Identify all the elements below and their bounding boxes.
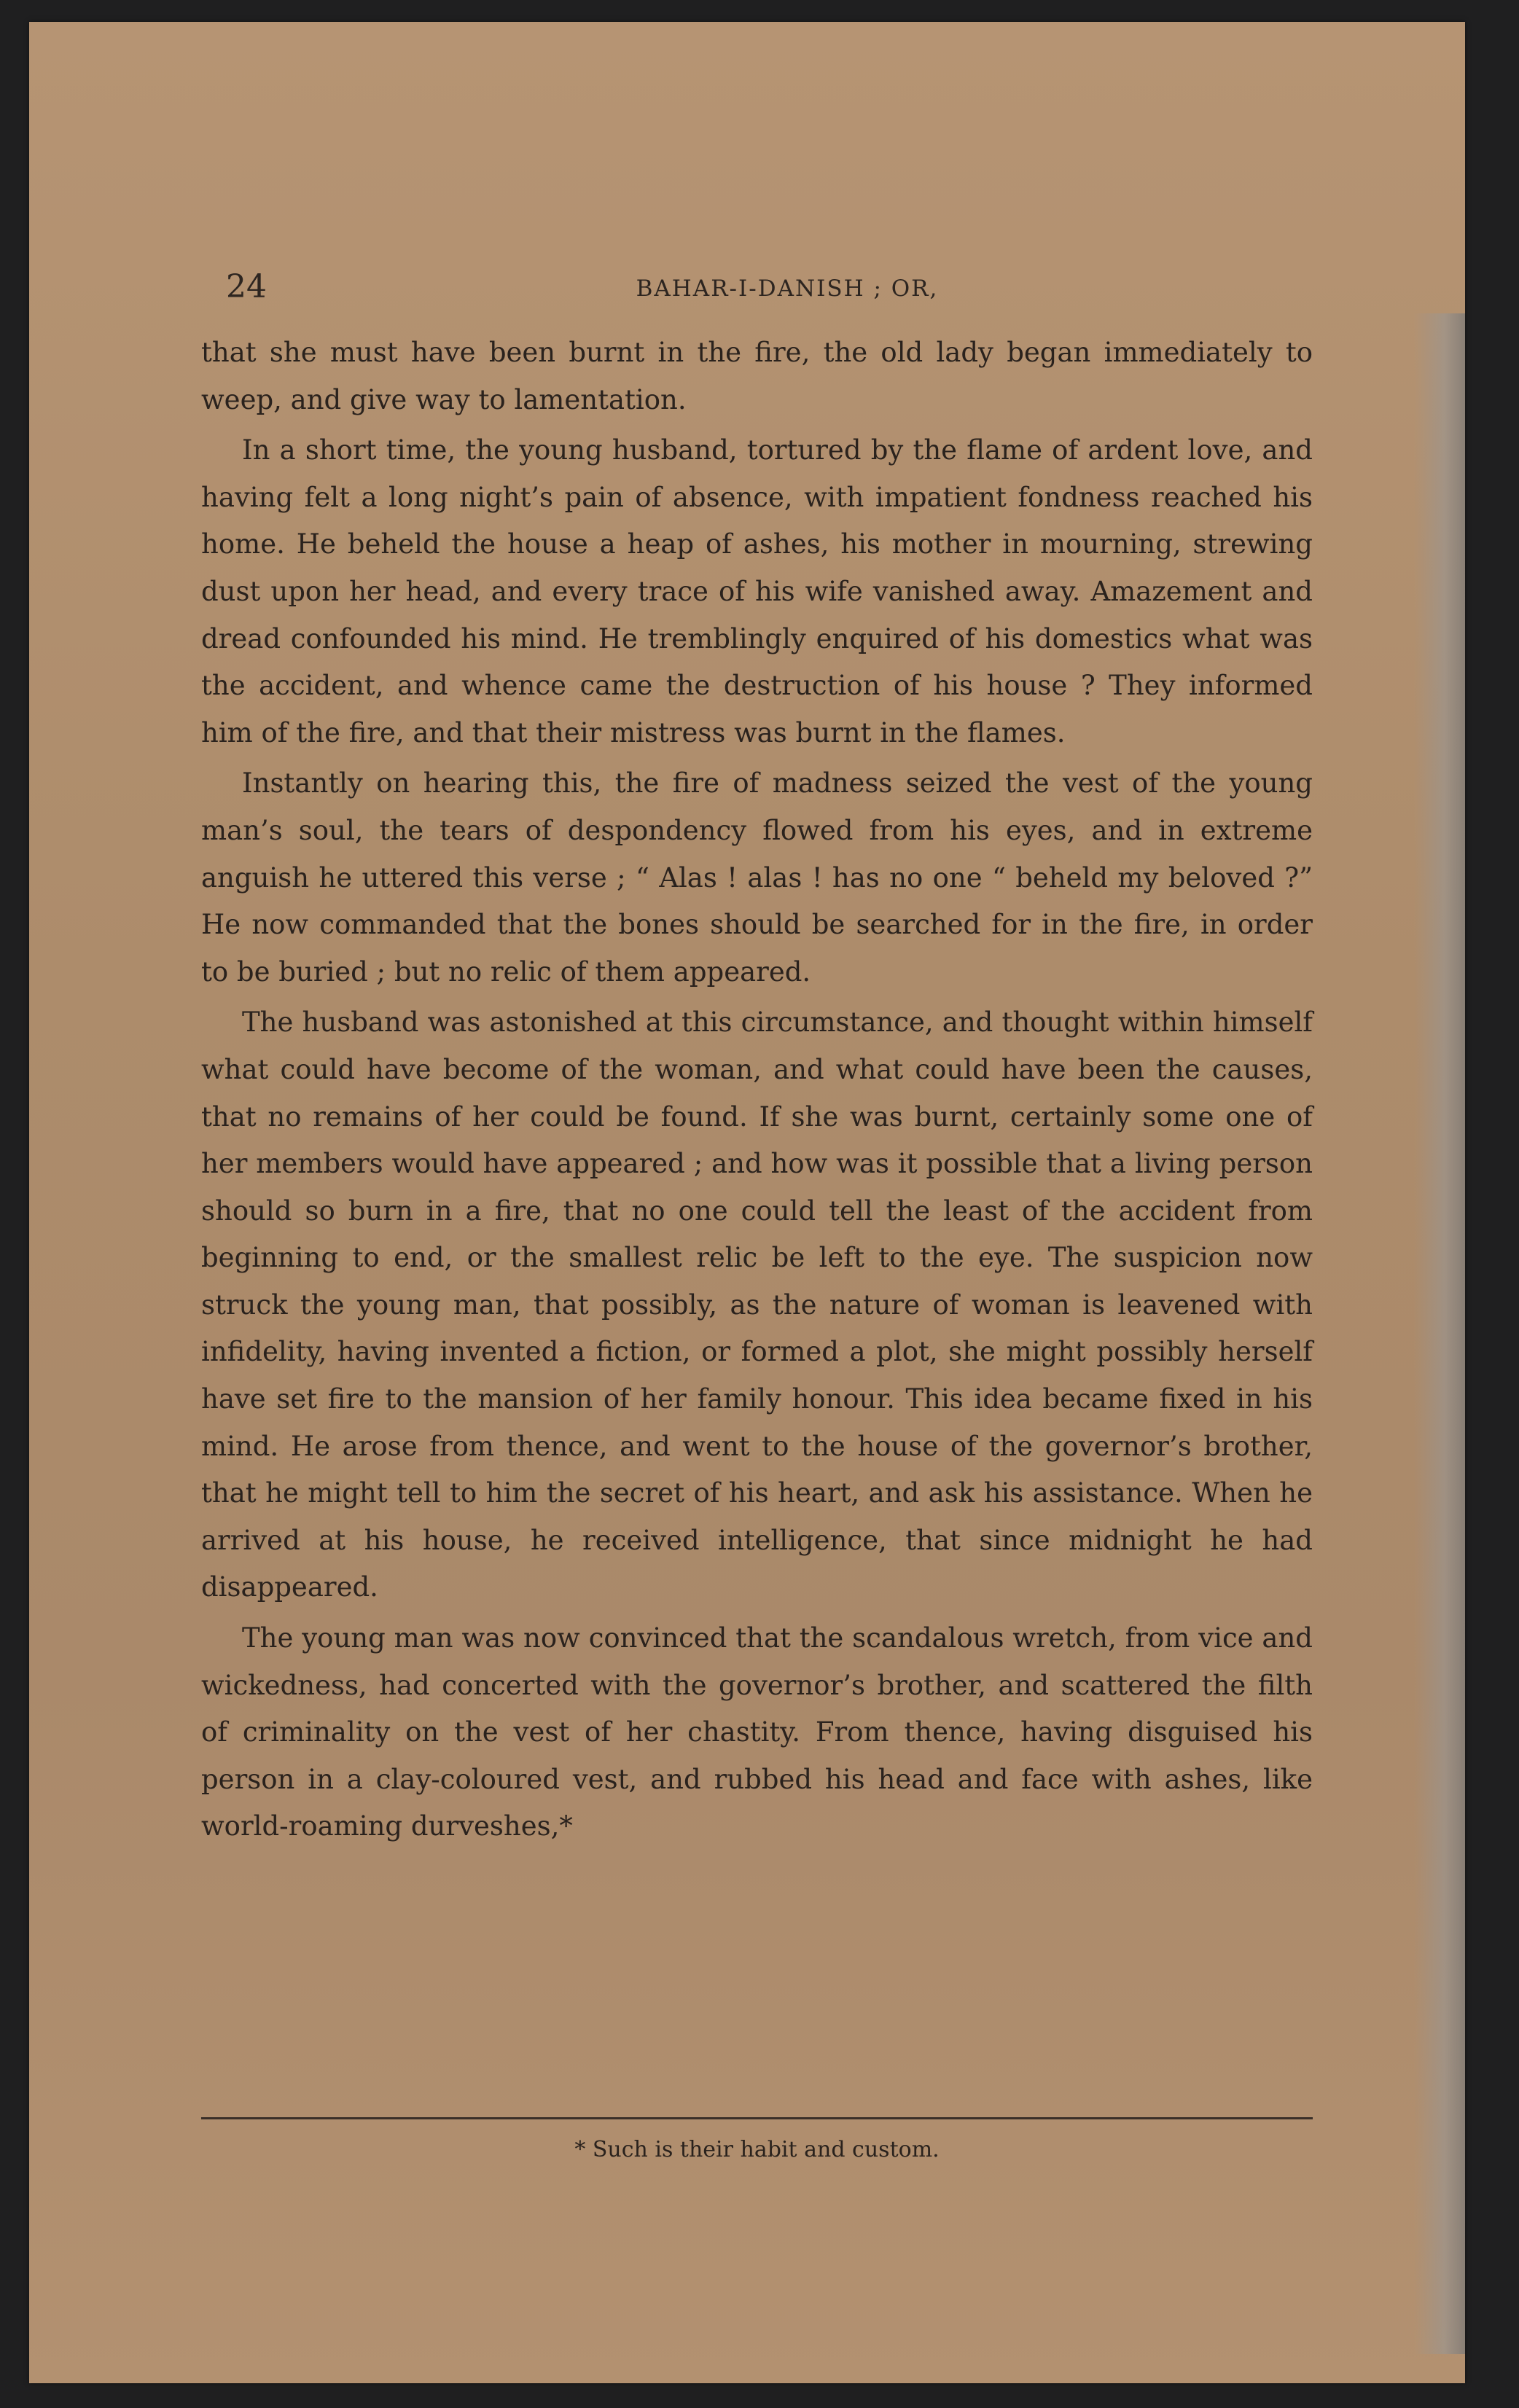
paragraph-3: Instantly on hearing this, the fire of madness seized the vest of the young man’s soul, the tears of despondency flowed from his eyes, and in extreme anguish he uttered this verse ; “ Alas ! alas ! has no one “ beheld my beloved ?” He now commanded that the bones should be searched for in the fire, in order to be buried ; but no relic of them appeared.	[201, 767, 1313, 988]
footnote: * Such is their habit and custom.	[574, 2137, 940, 2162]
footnote-rule	[201, 2117, 1313, 2119]
paragraph-5: The young man was now convinced that the scandalous wretch, from vice and wickedness, had concerted with the governor’s brother, and scattered the filth of criminality on the vest of her chastity. From thence, having disguised his person in a clay-coloured vest, and rubbed his head and face with ashes, like world-roaming durveshes,*	[201, 1622, 1313, 1842]
page-number: 24	[226, 268, 267, 305]
running-head: BAHAR-I-DANISH ; OR,	[636, 275, 939, 302]
paragraph-1: that she must have been burnt in the fire, the old lady began immediately to weep, and give way to lamentation.	[201, 337, 1313, 415]
paragraph-4: The husband was astonished at this circumstance, and thought within himself what could have become of the woman, and what could have been the causes, that no remains of her could be found. If she was burnt, certainly some one of her members would have appeared ; and how was it possible that a living person should so burn in a fire, that no one could tell the least of the accident from beginning to end, or the smallest relic be left to the eye. The suspicion now struck the young man, that possibly, as the nature of woman is leavened with infidelity, having invented a fiction, or formed a plot, she might possibly herself have set fire to the mansion of her family honour. This idea became fixed in his mind. He arose from thence, and went to the house of the governor’s brother, that he might tell to him the secret of his heart, and ask his assistance. When he arrived at his house, he received intelligence, that since midnight he had disappeared.	[201, 1006, 1313, 1603]
body-text	[201, 329, 1313, 1854]
paragraph-2: In a short time, the young husband, tortured by the flame of ardent love, and having felt a long night’s pain of absence, with impatient fondness reached his home. He beheld the house a heap of ashes, his mother in mourning, strewing dust upon her head, and every trace of his wife vanished away. Amazement and dread confounded his mind. He tremblingly enquired of his domestics what was the accident, and whence came the destruction of his house ? They informed him of the fire, and that their mistress was burnt in the flames.	[201, 434, 1313, 748]
page-header	[226, 268, 1348, 312]
